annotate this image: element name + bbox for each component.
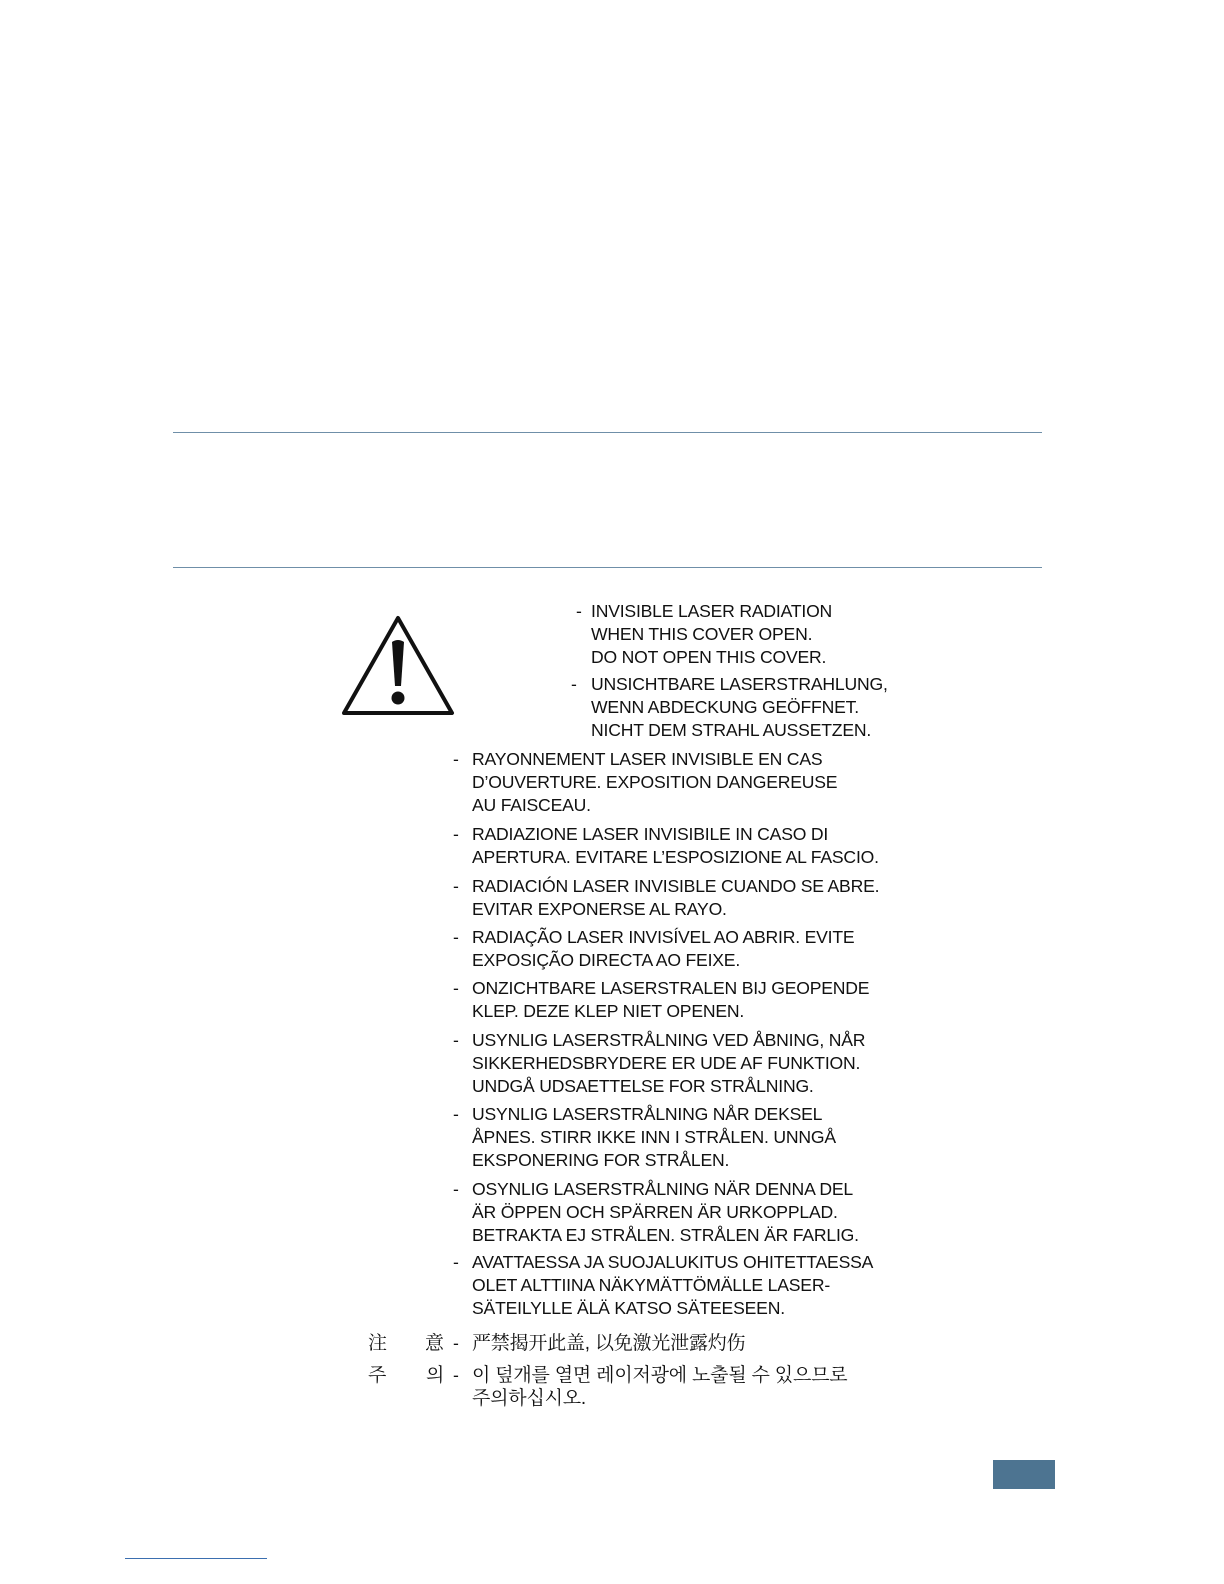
warning-dash: - (453, 1365, 459, 1385)
warning-line: ÅPNES. STIRR IKKE INN I STRÅLEN. UNNGÅ (472, 1127, 836, 1148)
warning-dash: - (453, 1104, 459, 1124)
footer-link-line (125, 1558, 267, 1559)
warning-dash: - (576, 601, 582, 621)
warning-line: RAYONNEMENT LASER INVISIBLE EN CAS (472, 749, 823, 769)
warning-text (472, 1178, 859, 1248)
warning-label-char: 주 (368, 1365, 387, 1386)
warning-text (472, 748, 837, 818)
warning-text (591, 600, 832, 670)
warning-text (472, 926, 854, 972)
warning-line: 이 덮개를 열면 레이저광에 노출될 수 있으므로 (472, 1365, 848, 1386)
warning-text (472, 1251, 873, 1321)
warning-text (472, 1029, 865, 1099)
warning-line: RADIAZIONE LASER INVISIBILE IN CASO DI (472, 824, 829, 844)
warning-line: AU FAISCEAU. (472, 795, 591, 816)
warning-label-char: 意 (425, 1333, 444, 1354)
warning-label-char: 의 (426, 1365, 445, 1386)
warning-line: OSYNLIG LASERSTRÅLNING NÄR DENNA DEL (472, 1179, 853, 1199)
warning-text (472, 1103, 836, 1173)
warning-dash: - (453, 1333, 459, 1353)
warning-text (472, 977, 869, 1023)
warning-line: APERTURA. EVITARE L’ESPOSIZIONE AL FASCIO. (472, 847, 879, 868)
warning-line: WENN ABDECKUNG GEÖFFNET. (591, 697, 859, 718)
warning-line: RADIACIÓN LASER INVISIBLE CUANDO SE ABRE. (472, 876, 880, 896)
warning-line: WHEN THIS COVER OPEN. (591, 624, 813, 645)
warning-line: INVISIBLE LASER RADIATION (591, 601, 833, 621)
warning-line: D’OUVERTURE. EXPOSITION DANGEREUSE (472, 772, 838, 793)
top-rule (173, 432, 1042, 433)
warning-text (472, 823, 879, 869)
warning-dash: - (453, 1030, 459, 1050)
warning-line: EXPOSIÇÃO DIRECTA AO FEIXE. (472, 950, 741, 971)
warning-line: 严禁揭开此盖, 以免激光泄露灼伤 (472, 1333, 746, 1354)
warning-dash: - (453, 1252, 459, 1272)
warning-line: 주의하십시오. (472, 1388, 587, 1410)
warning-dash: - (453, 978, 459, 998)
warning-dash: - (571, 674, 577, 694)
warning-line: SÄTEILYLLE ÄLÄ KATSO SÄTEESEEN. (472, 1298, 785, 1319)
page-number-tab (993, 1460, 1055, 1489)
warning-label-char: 注 (368, 1333, 387, 1354)
warning-text (472, 875, 879, 921)
warning-line: OLET ALTTIINA NÄKYMÄTTÖMÄLLE LASER- (472, 1275, 831, 1296)
warning-text (591, 673, 888, 743)
warning-line: ONZICHTBARE LASERSTRALEN BIJ GEOPENDE (472, 978, 870, 998)
warning-text (472, 1364, 847, 1410)
warning-triangle-icon (341, 614, 455, 716)
warning-line: DO NOT OPEN THIS COVER. (591, 647, 827, 668)
warning-line: BETRAKTA EJ STRÅLEN. STRÅLEN ÄR FARLIG. (472, 1225, 859, 1246)
warning-text (472, 1332, 745, 1355)
warning-dash: - (453, 824, 459, 844)
bottom-rule (173, 567, 1042, 568)
warning-line: EVITAR EXPONERSE AL RAYO. (472, 899, 727, 920)
warning-dash: - (453, 927, 459, 947)
warning-line: KLEP. DEZE KLEP NIET OPENEN. (472, 1001, 745, 1022)
warning-dash: - (453, 876, 459, 896)
warning-line: UNSICHTBARE LASERSTRAHLUNG, (591, 674, 888, 694)
warning-dash: - (453, 1179, 459, 1199)
warning-line: RADIAÇÃO LASER INVISÍVEL AO ABRIR. EVITE (472, 927, 855, 947)
warning-line: NICHT DEM STRAHL AUSSETZEN. (591, 720, 872, 741)
warning-line: EKSPONERING FOR STRÅLEN. (472, 1150, 730, 1171)
warning-line: ÄR ÖPPEN OCH SPÄRREN ÄR URKOPPLAD. (472, 1202, 838, 1223)
warning-line: AVATTAESSA JA SUOJALUKITUS OHITETTAESSA (472, 1252, 874, 1272)
warning-line: USYNLIG LASERSTRÅLNING VED ÅBNING, NÅR (472, 1030, 866, 1050)
warning-line: USYNLIG LASERSTRÅLNING NÅR DEKSEL (472, 1104, 823, 1124)
warning-line: SIKKERHEDSBRYDERE ER UDE AF FUNKTION. (472, 1053, 861, 1074)
warning-line: UNDGÅ UDSAETTELSE FOR STRÅLNING. (472, 1076, 814, 1097)
warning-dash: - (453, 749, 459, 769)
